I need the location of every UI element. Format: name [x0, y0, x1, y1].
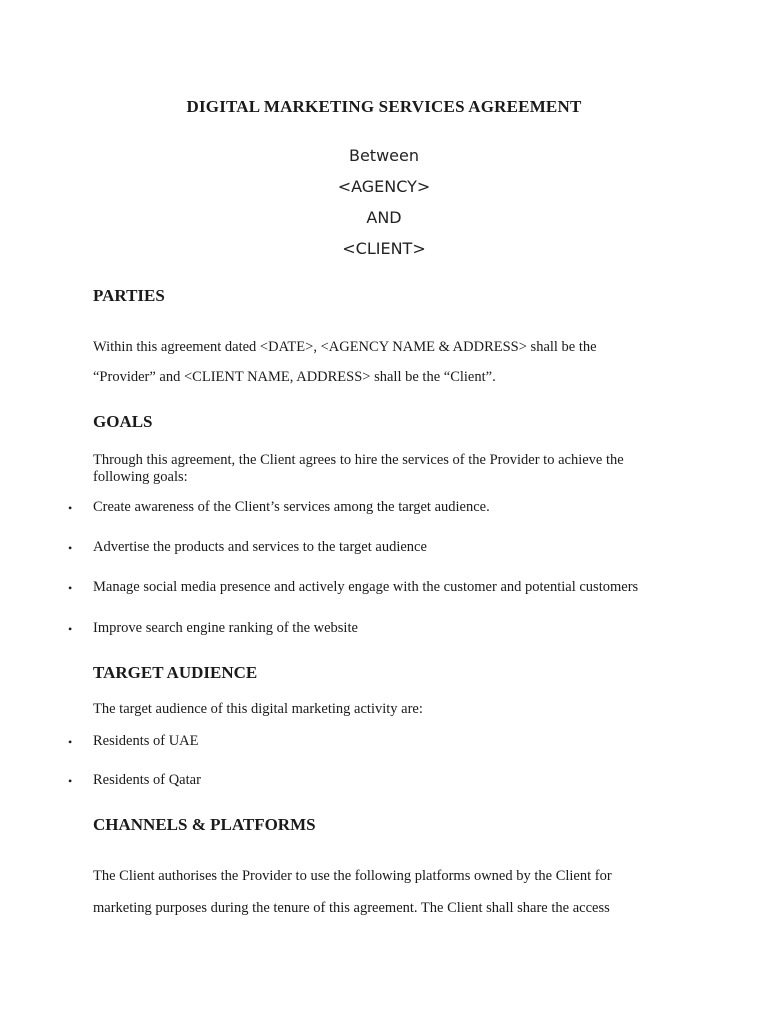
bullet-icon: •: [68, 735, 73, 749]
audience-item-2: Residents of Qatar: [93, 772, 201, 788]
parties-heading: PARTIES: [93, 286, 165, 305]
goal-item-4: Improve search engine ranking of the website: [93, 620, 358, 636]
and-label: AND: [366, 208, 402, 227]
target-audience-heading: TARGET AUDIENCE: [93, 663, 258, 682]
client-placeholder: <CLIENT>: [342, 239, 426, 258]
channels-heading: CHANNELS & PLATFORMS: [93, 815, 316, 834]
goal-item-2: Advertise the products and services to the target audience: [93, 539, 427, 555]
goal-item-1: Create awareness of the Client’s services among the target audience.: [93, 499, 490, 515]
channels-text-line-2: marketing purposes during the tenure of this agreement. The Client shall share the access: [93, 900, 610, 916]
bullet-icon: •: [68, 774, 73, 788]
agency-placeholder: <AGENCY>: [337, 177, 431, 196]
channels-text-line-1: The Client authorises the Provider to use the following platforms owned by the Client for: [93, 868, 612, 884]
bullet-icon: •: [68, 501, 73, 515]
bullet-icon: •: [68, 581, 73, 595]
audience-item-1: Residents of UAE: [93, 733, 199, 749]
parties-text-line-1: Within this agreement dated <DATE>, <AGENCY NAME & ADDRESS> shall be the: [93, 339, 597, 355]
document-title: DIGITAL MARKETING SERVICES AGREEMENT: [186, 97, 582, 116]
target-audience-intro: The target audience of this digital marketing activity are:: [93, 701, 423, 717]
parties-text-line-2: “Provider” and <CLIENT NAME, ADDRESS> shall be the “Client”.: [93, 369, 496, 385]
goals-intro: Through this agreement, the Client agrees to hire the services of the Provider to achieve the following goals:: [93, 452, 624, 485]
between-label: Between: [348, 146, 419, 165]
bullet-icon: •: [68, 541, 73, 555]
goals-heading: GOALS: [93, 412, 153, 431]
goal-item-3: Manage social media presence and actively engage with the customer and potential customers: [93, 579, 639, 595]
bullet-icon: •: [68, 622, 73, 636]
